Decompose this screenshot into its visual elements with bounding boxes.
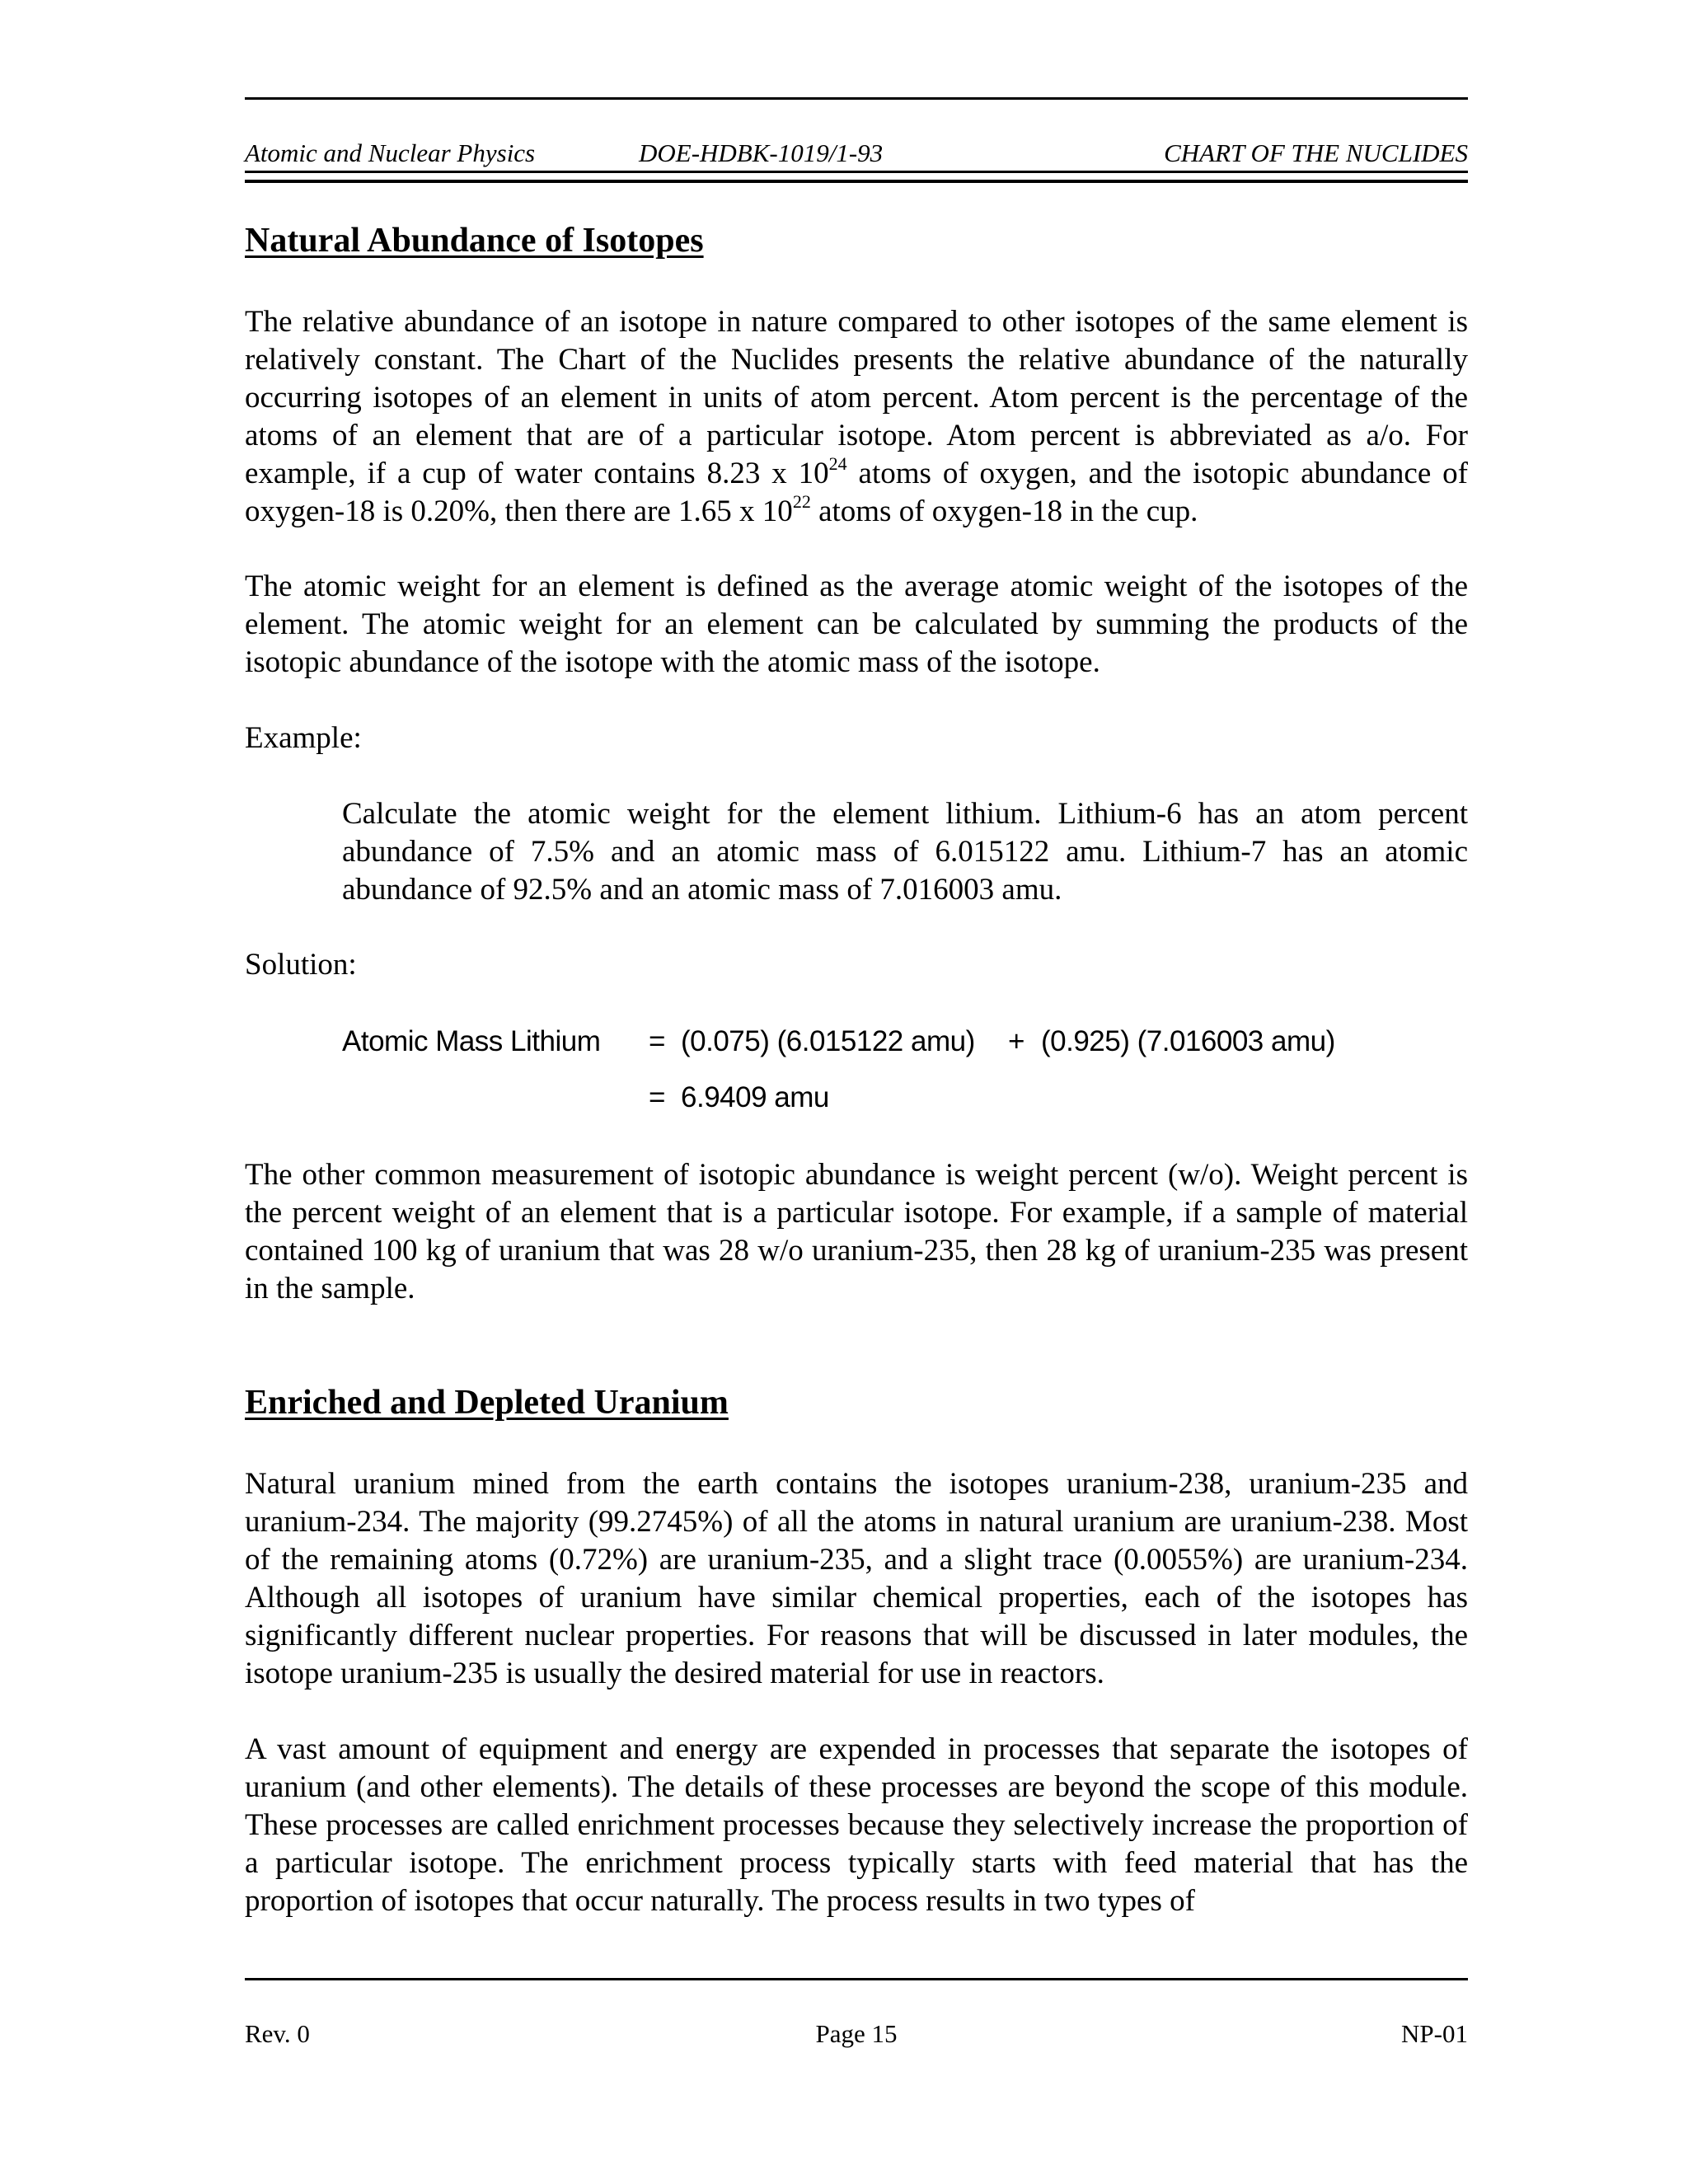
header-underline-thin — [245, 171, 1468, 173]
header-top-rule — [245, 97, 1468, 100]
example-text: Calculate the atomic weight for the element lithium. Lithium-6 has an atom percent abundance of 7.5% and an atomic mass of 6.015122 amu. Lithium-7 has an atomic abundance of 92.5% and an atomic mass of 7.016003 amu. — [342, 797, 1468, 907]
footer-page-number: Page 15 — [815, 2019, 898, 2048]
paragraph-atom-percent-part2: atoms of oxygen, and the isotopic abundance of oxygen-18 is 0.20%, then there are 1.65 x 10 — [245, 457, 1468, 528]
paragraph-natural-uranium: Natural uranium mined from the earth contains the isotopes uranium-238, uranium-235 and uranium-234. The majority (99.2745%) of all the atoms in natural uranium are uranium-238. Most of the remaining atoms (0.72%) are uranium-235, and a slight trace (0.0055%) are uranium-234. Although all isotopes of uranium have similar chemical properties, each of the isotopes has significantly different nuclear properties. For reasons that will be discussed in later modules, the isotope uranium-235 is usually the desired material for use in reactors. — [245, 1467, 1468, 1690]
section-heading-enriched-depleted: Enriched and Depleted Uranium — [245, 1384, 729, 1422]
running-header — [245, 138, 1468, 171]
paragraph-atom-percent-part1: The relative abundance of an isotope in nature compared to other isotopes of the same element is relatively constant. The Chart of the Nuclides presents the relative abundance of the naturally occurring isotopes of an element in units of atom percent. Atom percent is the percentage of the atoms of an element that are of a particular isotope. Atom percent is abbreviated as a/o. For example, if a cup of water contains 8.23 x 10 — [245, 305, 1468, 490]
paragraph-atom-percent-part3: atoms of oxygen-18 in the cup. — [810, 494, 1198, 528]
footer-revision: Rev. 0 — [245, 2019, 310, 2048]
example-label: Example: — [245, 721, 362, 755]
page-footer — [245, 2019, 1468, 2052]
exponent-24: 24 — [828, 453, 847, 474]
header-underline-thick — [245, 180, 1468, 183]
paragraph-enrichment: A vast amount of equipment and energy are expended in processes that separate the isotopes of uranium (and other elements). The details of these processes are beyond the scope of this module. These processes are called enrichment processes because they selectively increase the proportion of a particular isotope. The enrichment process typically starts with feed material that has the proportion of isotopes that occur naturally. The process results in two types of — [245, 1732, 1468, 1918]
equation-plus: + — [1008, 1025, 1025, 1057]
equation-term-2: (0.925) (7.016003 amu) — [1041, 1025, 1335, 1057]
header-document-number: DOE-HDBK-1019/1-93 — [639, 138, 884, 167]
equation-term-1: (0.075) (6.015122 amu) — [681, 1025, 975, 1057]
equation-equals-2: = — [649, 1081, 665, 1113]
equation-lhs: Atomic Mass Lithium — [342, 1025, 601, 1057]
footer-rule — [245, 1978, 1468, 1980]
paragraph-atomic-weight: The atomic weight for an element is defined as the average atomic weight of the isotopes of the element. The atomic weight for an element can be calculated by summing the products of the isotopic abundance of the isotope with the atomic mass of the isotope. — [245, 569, 1468, 679]
equation-result: 6.9409 amu — [681, 1081, 829, 1113]
footer-module-id: NP-01 — [1401, 2019, 1468, 2048]
paragraph-weight-percent: The other common measurement of isotopic abundance is weight percent (w/o). Weight percent is the percent weight of an element that is a particular isotope. For example, if a sample of material contained 100 kg of uranium that was 28 w/o uranium-235, then 28 kg of uranium-235 was present in the sample. — [245, 1158, 1468, 1305]
equation-equals-1: = — [649, 1025, 665, 1057]
header-chapter-title: CHART OF THE NUCLIDES — [1164, 138, 1468, 167]
paragraph-atom-percent — [245, 303, 1468, 531]
header-subject: Atomic and Nuclear Physics — [245, 138, 536, 167]
solution-label: Solution: — [245, 948, 357, 982]
section-heading-natural-abundance: Natural Abundance of Isotopes — [245, 222, 704, 260]
exponent-22: 22 — [792, 491, 811, 512]
